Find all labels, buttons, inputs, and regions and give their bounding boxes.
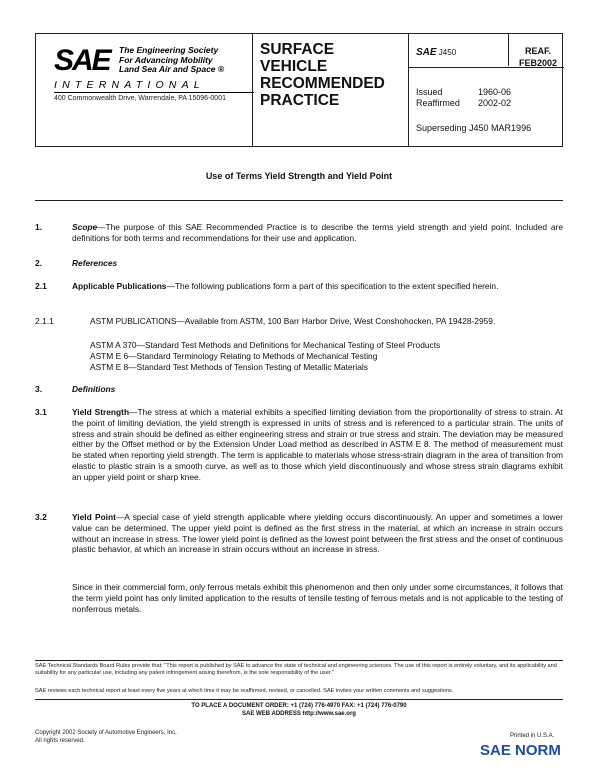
document-type-title: SURFACE VEHICLE RECOMMENDED PRACTICE — [260, 41, 385, 109]
section-number: 2. — [35, 258, 43, 268]
footer-rule — [35, 660, 563, 661]
sae-address: 400 Commonwealth Drive, Warrendale, PA 15096-0001 — [54, 95, 226, 102]
superseding-note: Superseding J450 MAR1996 — [416, 123, 532, 133]
issue-dates: Issued 1960-06 Reaffirmed 2002-02 — [416, 87, 512, 108]
web-address: SAE WEB ADDRESS http://www.sae.org — [242, 711, 356, 717]
reference-item: ASTM E 6—Standard Terminology Relating to Methods of Mechanical Testing — [90, 351, 378, 361]
section-scope: Scope—The purpose of this SAE Recommended Practice is to describe the terms yield strength and yield point. Included are definitions for both terms and recommendations for their use and application. — [72, 222, 563, 243]
reference-item: ASTM E 8—Standard Test Methods of Tension Testing of Metallic Materials — [90, 362, 368, 372]
document-header — [35, 33, 563, 147]
section-number: 2.1.1 — [35, 316, 54, 326]
printed-in: Printed in U.S.A. — [510, 733, 555, 739]
document-number: SAE J450 — [416, 47, 457, 58]
section-number: 3. — [35, 384, 43, 394]
document-title: Use of Terms Yield Strength and Yield Point — [205, 171, 393, 181]
section-applicable-publications: Applicable Publications—The following publications form a part of this specification to the extent specified herein. — [72, 281, 499, 291]
definition-yield-point: Yield Point—A special case of yield strength applicable where yielding occurs discontinuously. An upper and sometimes a lower value can be determined. The upper yield point is defined as the first stress in the material, at which an increase in strain occurs without an increase in stress. The lower yield point is defined as the lowest point between the first stress and the onset of continuous plastic behavior, at which an increase in strain occurs without an increase in stress. — [72, 512, 563, 555]
section-number: 3.2 — [35, 512, 47, 522]
section-references-heading: References — [72, 258, 118, 268]
order-info: TO PLACE A DOCUMENT ORDER: +1 (724) 776-4970 FAX: +1 (724) 776-0790 — [191, 703, 407, 709]
header-divider — [408, 34, 409, 146]
sae-logo-text: The Engineering Society For Advancing Mobility Land Sea Air and Space ® — [119, 45, 225, 74]
footer-review-note: SAE reviews each technical report at least every five years at which time it may be reaffirmed, revised, or cancelled. SAE invites your written comments and suggestions. — [35, 688, 454, 694]
reaffirmation-badge: REAF. FEB2002 — [518, 46, 558, 68]
section-astm-publications: ASTM PUBLICATIONS—Available from ASTM, 100 Barr Harbor Drive, West Conshohocken, PA 19428-2959. — [90, 316, 496, 326]
international-label: INTERNATIONAL — [54, 79, 205, 91]
sae-norm-watermark: SAE NORM — [480, 742, 561, 759]
logo-rule — [54, 92, 254, 93]
yield-point-note: Since in their commercial form, only ferrous metals exhibit this phenomenon and then only under some circumstances, it follows that the term yield point has only limited application to the results of tensile testing of ferrous metals and is not applicable to the testing of nonferrous metals. — [72, 582, 563, 614]
definition-yield-strength: Yield Strength—The stress at which a material exhibits a specified limiting deviation from the proportionality of stress to strain. At the point of limiting deviation, the yield strength is expressed in units of stress and is referenced to a particular strain. The units of stress and strain should be defined as either engineering stress and strain or true stress and strain. The deviation may be measured either by the Offset method or by the Extension Under Load method as described in ASTM E 8. The method of measurement must be stated when reporting yield strength. The term is applicable to materials whose stress-strain diagram in the area of transition from elastic to plastic strain is a smooth curve, as well as to those which yield discontinuously and whose stress strain diagrams exhibit an upper yield point or sharp knee. — [72, 407, 563, 482]
reference-item: ASTM A 370—Standard Test Methods and Definitions for Mechanical Testing of Steel Products — [90, 340, 441, 350]
section-number: 2.1 — [35, 281, 47, 291]
section-definitions-heading: Definitions — [72, 384, 116, 394]
section-number: 1. — [35, 222, 43, 232]
footer-rule — [35, 699, 563, 700]
footer-disclaimer: SAE Technical Standards Board Rules provide that: "This report is published by SAE to advance the state of technical and engineering sciences. The use of this report is entirely voluntary, and its applicability and suitability for any particular use, including any patent infringement arising therefrom, is the sole responsibility of the user." — [35, 663, 557, 676]
header-divider — [252, 34, 253, 146]
header-divider — [508, 34, 509, 66]
copyright: Copyright 2002 Society of Automotive Engineers, Inc. All rights reserved. — [35, 730, 177, 744]
sae-logo-mark: SAE — [54, 44, 110, 77]
section-number: 3.1 — [35, 407, 47, 417]
title-rule — [35, 200, 563, 201]
